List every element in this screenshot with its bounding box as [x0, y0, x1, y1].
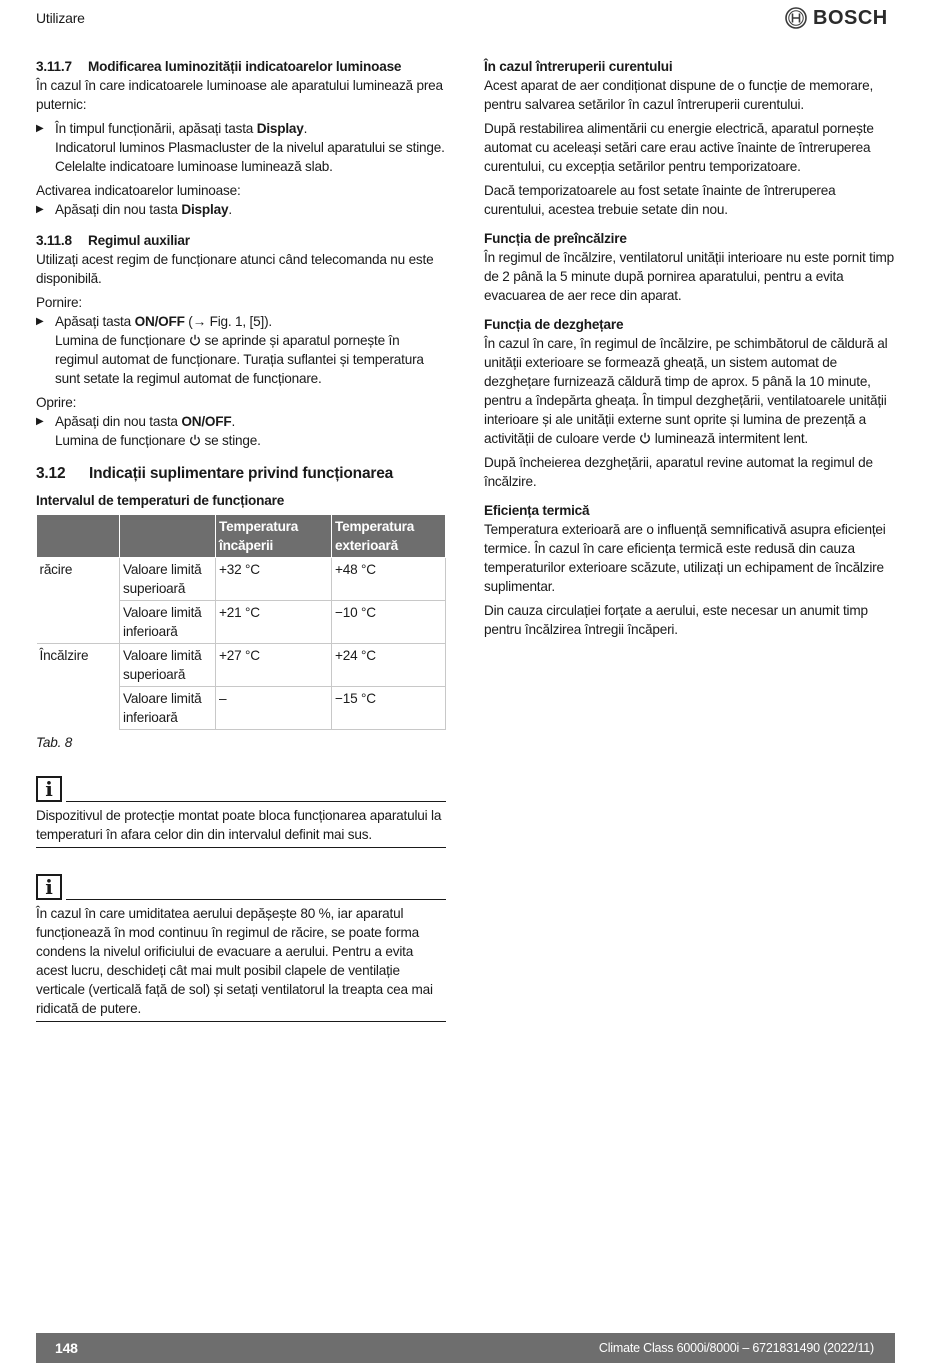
label: Oprire:: [36, 395, 77, 410]
brand-name: BOSCH: [813, 6, 888, 29]
table-row: [37, 687, 446, 730]
key-name: ON/OFF: [134, 314, 185, 329]
table-row: [37, 601, 446, 644]
key-name: ON/OFF: [181, 414, 232, 429]
bosch-logo: [785, 7, 888, 29]
step-result: [36, 431, 446, 450]
temperature-range-table: [36, 514, 446, 730]
info-note: [36, 776, 446, 848]
step-text-end: .: [303, 121, 308, 136]
paragraph: [484, 334, 896, 448]
divider: [66, 899, 446, 900]
paragraph-text: În cazul în care, în regimul de încălzire, pe schimbătorul de căldură al unității exterioare se formează gheață, un sistem automat de dezghețare furnizează căldură timp de aprox. 5 până la 10 minute, pentru a îndepărta gheața. În timpul dezghețării, ventilatoarele unității interioare și ale unității externe sunt oprite și lumina de prezență a activității de culoare verde: [484, 336, 888, 446]
power-icon: [189, 434, 201, 446]
label: Pornire:: [36, 295, 82, 310]
header-section-title: Utilizare: [36, 10, 85, 26]
section-number: 3.11.8: [36, 233, 72, 248]
step-arrow-icon: ▶: [36, 123, 44, 134]
table-title: Intervalul de temperaturi de funcționare: [36, 493, 285, 508]
section-title: Eficiența termică: [484, 503, 590, 518]
table-cell: −15 °C: [332, 687, 446, 730]
table-cell: Încălzire: [37, 644, 120, 687]
section-title: În cazul întreruperii curentului: [484, 59, 673, 74]
section-heading: [36, 57, 446, 76]
section-3-12: [36, 464, 446, 752]
step-result-text: se stinge.: [200, 433, 261, 448]
paragraph: Din cauza circulației forțate a aerului, este necesar un anumit timp pentru încălzirea întregii încăperi.: [484, 603, 868, 637]
step-arrow-icon: ▶: [36, 416, 44, 427]
step-result-text: se aprinde și aparatul pornește în regimul automat de funcționare. Turația suflantei și temperatura sunt setate la regimul automat de funcționare.: [55, 333, 424, 386]
section-title: Modificarea luminozității indicatoarelor luminoase: [88, 59, 402, 74]
table-cell: Valoare limită superioară: [120, 558, 216, 601]
step-result: Celelalte indicatoare luminoase luminează slab.: [55, 159, 333, 174]
step-text: Apăsați din nou tasta: [55, 202, 182, 217]
section-power-outage: [484, 57, 896, 219]
section-title: Indicații suplimentare privind funcționarea: [89, 465, 394, 482]
key-name: Display: [181, 202, 229, 217]
table-cell: +48 °C: [332, 558, 446, 601]
step-result-text: Lumina de funcționare: [55, 333, 189, 348]
paragraph: Utilizați acest regim de funcționare atunci când telecomanda nu este disponibilă.: [36, 252, 434, 286]
table-cell: Valoare limită superioară: [120, 644, 216, 687]
step-result: [36, 331, 446, 388]
label: Activarea indicatoarelor luminoase:: [36, 183, 241, 198]
left-column: [36, 57, 446, 1022]
step-text-end: .: [228, 202, 232, 217]
instruction-step: [36, 312, 446, 331]
paragraph: În cazul în care indicatoarele luminoase ale aparatului luminează prea puternic:: [36, 78, 443, 112]
table-cell: +27 °C: [216, 644, 332, 687]
paragraph: După încheierea dezghețării, aparatul revine automat la regimul de încălzire.: [484, 455, 873, 489]
section-number: 3.11.7: [36, 59, 72, 74]
power-icon: [189, 334, 201, 346]
section-title: Funcția de dezghețare: [484, 317, 624, 332]
right-column: [484, 57, 896, 644]
section-heading: [36, 464, 446, 483]
table-header-row: [37, 515, 446, 558]
section-title: Funcția de preîncălzire: [484, 231, 627, 246]
table-header-cell: Temperatura încăperii: [216, 515, 332, 558]
document-reference: Climate Class 6000i/8000i – 6721831490 (2022/11): [598, 1340, 874, 1355]
table-cell: −10 °C: [332, 601, 446, 644]
table-cell: [37, 601, 120, 644]
step-text: În timpul funcționării, apăsați tasta: [55, 121, 257, 136]
info-note-text: Dispozitivul de protecție montat poate bloca funcționarea aparatului la temperaturi în afara celor din din intervalul definit mai sus.: [36, 806, 446, 848]
paragraph: Temperatura exterioară are o influență semnificativă asupra eficienței termice. În cazul în care eficiența termică este redusă din cauza temperaturilor exterioare scăzute, utilizați un echipament de încălzire suplimentar.: [484, 522, 886, 594]
power-icon: [639, 432, 651, 444]
instruction-step: [36, 119, 446, 138]
step-text: Apăsați din nou tasta: [55, 414, 182, 429]
paragraph: În regimul de încălzire, ventilatorul unității interioare nu este pornit timp de 2 până la 5 minute după pornirea aparatului, pentru a evita evacuarea de aer rece din aparat.: [484, 250, 894, 303]
table-row: [37, 644, 446, 687]
section-defrost: [484, 315, 896, 491]
info-note-text: În cazul în care umiditatea aerului depășește 80 %, iar aparatul funcționează în mod continuu în regimul de răcire, se poate forma condens la nivelul orificiului de evacuare a aerului. Pentru a evita acest lucru, deschideți cât mai mult posibil clapele de ventilație verticale (verticală față de sol) și setați ventilatorul la treapta cea mai ridicată de putere.: [36, 904, 446, 1022]
instruction-step: [36, 200, 446, 219]
paragraph: Acest aparat de aer condiționat dispune de o funcție de memorare, pentru salvarea setărilor în cazul întreruperii curentului.: [484, 78, 874, 112]
section-3-11-7: [36, 57, 446, 219]
table-row: [37, 558, 446, 601]
table-cell: –: [216, 687, 332, 730]
step-arrow-icon: ▶: [36, 316, 44, 327]
table-header-cell: Temperatura exterioară: [332, 515, 446, 558]
section-title: Regimul auxiliar: [88, 233, 190, 248]
paragraph: După restabilirea alimentării cu energie electrică, aparatul pornește automat cu aceleași setări care erau active înainte de întreruperea curentului, cu excepția setărilor pentru temporizatoare.: [484, 121, 874, 174]
paragraph: Dacă temporizatoarele au fost setate înainte de întreruperea curentului, acestea trebuie setate din nou.: [484, 183, 836, 217]
section-preheat: [484, 229, 896, 305]
section-heading: [36, 231, 446, 250]
info-icon: i: [36, 776, 62, 802]
table-cell: +21 °C: [216, 601, 332, 644]
table-caption: Tab. 8: [36, 735, 73, 750]
instruction-step: [36, 412, 446, 431]
info-note-header: [36, 776, 446, 802]
step-text-end: .: [231, 414, 236, 429]
section-thermal-efficiency: [484, 501, 896, 639]
step-result-text: Lumina de funcționare: [55, 433, 189, 448]
info-note-header: [36, 874, 446, 900]
info-icon: i: [36, 874, 62, 900]
key-name: Display: [256, 121, 304, 136]
info-note: [36, 874, 446, 1022]
bosch-armature-icon: [785, 7, 807, 29]
table-header-cell: [37, 515, 120, 558]
step-arrow-icon: ▶: [36, 204, 44, 215]
section-3-11-8: [36, 231, 446, 450]
section-number: 3.12: [36, 465, 66, 482]
paragraph-text: luminează intermitent lent.: [651, 431, 809, 446]
table-cell: +32 °C: [216, 558, 332, 601]
page-footer: [36, 1333, 895, 1363]
table-header-cell: [120, 515, 216, 558]
step-text-end: (→ Fig. 1, [5]).: [184, 314, 272, 329]
table-cell: Valoare limită inferioară: [120, 687, 216, 730]
table-cell: răcire: [37, 558, 120, 601]
page-number: 148: [55, 1339, 78, 1356]
step-text: Apăsați tasta: [55, 314, 135, 329]
table-cell: [37, 687, 120, 730]
table-cell: +24 °C: [332, 644, 446, 687]
step-result: Indicatorul luminos Plasmacluster de la nivelul aparatului se stinge.: [55, 140, 445, 155]
table-cell: Valoare limită inferioară: [120, 601, 216, 644]
divider: [66, 801, 446, 802]
